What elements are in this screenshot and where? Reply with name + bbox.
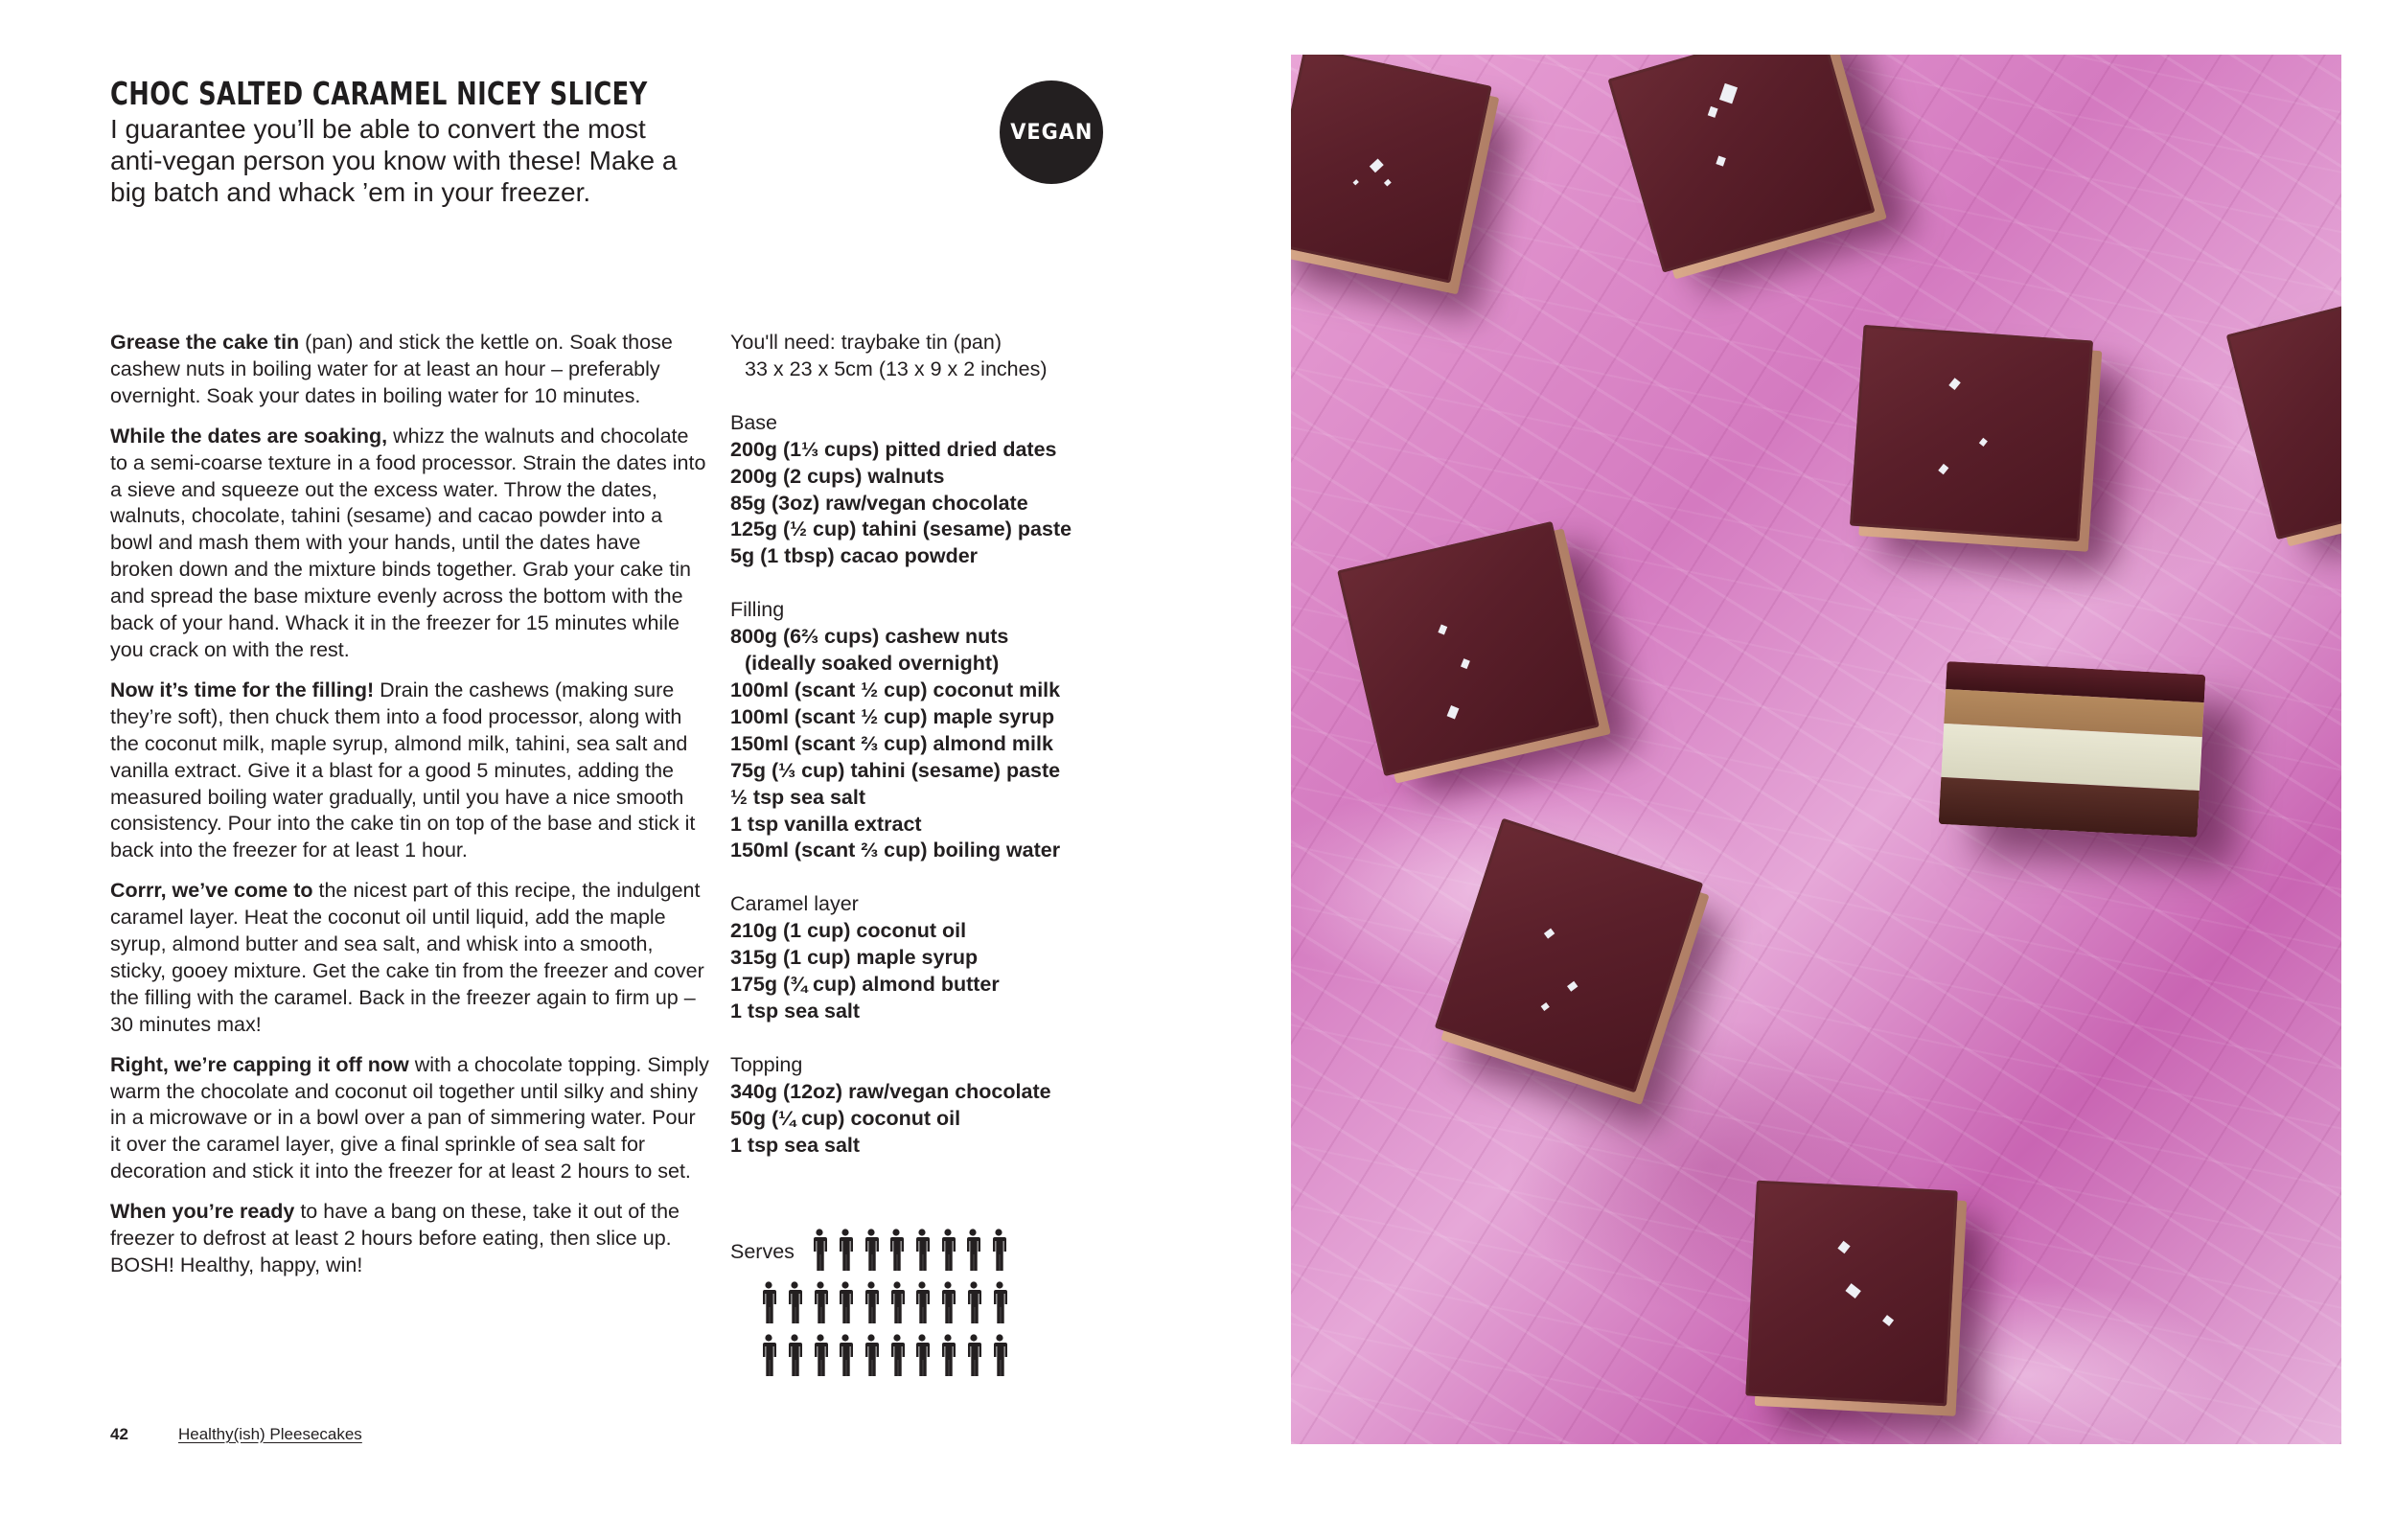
person-icon: [934, 1229, 960, 1273]
section-running-head: Healthy(ish) Pleesecakes: [178, 1425, 362, 1443]
ingredient-item: 150ml (scant ⅔ cup) almond milk: [730, 731, 1053, 755]
person-icon: [807, 1229, 833, 1273]
method-step-text: to have a bang on these, take it out of the freezer to defrost at least 2 hours before eating, then slice up. BOSH! Healthy, happy, win!: [110, 1200, 680, 1276]
method-step-lead: While the dates are soaking,: [110, 424, 388, 448]
person-icon: [756, 1281, 782, 1325]
ingredient-item: 1 tsp sea salt: [730, 999, 861, 1023]
ingredient-item-note: (ideally soaked overnight): [745, 652, 1000, 676]
person-icon: [986, 1281, 1012, 1325]
ingredient-item: 800g (6⅔ cups) cashew nuts: [730, 625, 1009, 649]
person-icon: [961, 1334, 987, 1378]
ingredient-item: 5g (1 tbsp) cacao powder: [730, 544, 979, 568]
cut-slice-image: [1939, 661, 2206, 838]
method-step-text: the nicest part of this recipe, the indulgent caramel layer. Heat the coconut oil until liquid, add the maple syrup, almond butter and sea salt, and whisk into a smooth, sticky, gooey mixture. Get the cake tin from the freezer and cover the filling with the caramel. Back in the freezer again to firm up – 30 minutes max!: [110, 879, 704, 1036]
method-step-text: whizz the walnuts and chocolate to a semi-coarse texture in a food processor. Strain the dates into a sieve and squeeze out the excess water. Throw the dates, walnuts, chocolate, tahini (sesame) and cacao powder into a bowl and mash them with your hands, until the dates have broken down and the mixture binds together. Grab your cake tin and spread the base mixture evenly across the bottom with the back of your hand. Whack it in the freezer for 15 minutes while you crack on with the rest.: [110, 424, 706, 661]
person-icon: [756, 1334, 782, 1378]
person-icon: [858, 1229, 884, 1273]
method-step-lead: Corrr, we’ve come to: [110, 879, 313, 903]
recipe-photo: [1291, 55, 2341, 1444]
ingredient-item: 50g (¼ cup) coconut oil: [730, 1106, 961, 1130]
ingredient-item: 85g (3oz) raw/vegan chocolate: [730, 491, 1028, 515]
method-step: [110, 1199, 709, 1279]
method-step: [110, 1052, 709, 1186]
ingredient-item: ½ tsp sea salt: [730, 785, 866, 809]
ingredient-group-filling: [730, 597, 1133, 864]
ingredient-item: 175g (¾ cup) almond butter: [730, 973, 1000, 997]
person-icon: [833, 1281, 859, 1325]
method-step-text: (pan) and stick the kettle on. Soak those cashew nuts in boiling water for at least an hour – preferably overnight. Soak your dates in boiling water for 10 minutes.: [110, 331, 673, 407]
vegan-badge: [1000, 80, 1103, 184]
person-icon-row: [756, 1281, 1012, 1325]
person-icon: [960, 1229, 986, 1273]
ingredient-group-base: [730, 410, 1133, 570]
person-icon: [986, 1334, 1012, 1378]
intro-line: big batch and whack ’em in your freezer.: [110, 177, 591, 207]
vegan-badge-label: VEGAN: [1009, 120, 1094, 145]
equipment-label: You'll need: traybake tin (pan): [730, 331, 1002, 354]
ingredient-item: 200g (2 cups) walnuts: [730, 464, 945, 488]
ingredients-column: [730, 330, 1133, 1159]
method-step: [110, 678, 709, 864]
ingredient-item: 75g (⅓ cup) tahini (sesame) paste: [730, 758, 1061, 782]
person-icon-row: [756, 1334, 1012, 1378]
person-icon: [910, 1334, 935, 1378]
method-step-lead: When you’re ready: [110, 1200, 295, 1224]
ingredient-group-topping: [730, 1052, 1133, 1160]
ingredient-item: 100ml (scant ½ cup) maple syrup: [730, 704, 1055, 728]
ingredient-item: 1 tsp vanilla extract: [730, 812, 922, 836]
recipe-intro: [110, 113, 781, 208]
person-icon: [859, 1281, 885, 1325]
person-icon: [782, 1334, 808, 1378]
slice-image: [1850, 325, 2093, 541]
person-icon: [986, 1229, 1012, 1273]
person-icon: [807, 1281, 833, 1325]
person-icon: [910, 1229, 935, 1273]
person-icon: [833, 1334, 859, 1378]
intro-line: anti-vegan person you know with these! Make a: [110, 146, 678, 175]
ingredient-item: 1 tsp sea salt: [730, 1133, 861, 1157]
recipe-title: CHOC SALTED CARAMEL NICEY SLICEY: [110, 75, 648, 112]
ingredient-item: 210g (1 cup) coconut oil: [730, 919, 967, 943]
person-icon: [807, 1334, 833, 1378]
person-icon-row: [807, 1229, 1012, 1273]
person-icon: [884, 1229, 910, 1273]
method-step-lead: Grease the cake tin: [110, 331, 300, 354]
serves-label: Serves: [730, 1240, 795, 1263]
method-step-lead: Right, we’re capping it off now: [110, 1052, 409, 1076]
slice-image: [1291, 55, 1492, 283]
ingredient-item: 100ml (scant ½ cup) coconut milk: [730, 678, 1061, 701]
method-step-lead: Now it’s time for the filling!: [110, 678, 375, 701]
method-step-text: Drain the cashews (making sure they’re soft), then chuck them into a food processor, along with the coconut milk, maple syrup, almond milk, tahini, sea salt and vanilla extract. Give it a blast for a good 5 minutes, adding the measured boiling water gradually, until you have a nice smooth consistency. Pour into the cake tin on top of the base and stick it back into the freezer for at least 1 hour.: [110, 678, 696, 862]
person-icon: [884, 1281, 910, 1325]
page-number: 42: [110, 1425, 128, 1443]
person-icon: [859, 1334, 885, 1378]
method-step: [110, 424, 709, 664]
equipment-size: 33 x 23 x 5cm (13 x 9 x 2 inches): [745, 356, 1048, 380]
equipment: [730, 330, 1133, 383]
slice-image: [1745, 1181, 1957, 1407]
method-step-text: with a chocolate topping. Simply warm the chocolate and coconut oil together until silky and shiny in a microwave or in a bowl over a pan of simmering water. Pour it over the caramel layer, give a final sprinkle of sea salt for decoration and stick it into the freezer for at least 2 hours to set.: [110, 1052, 709, 1184]
person-icon: [833, 1229, 859, 1273]
ingredient-group-caramel: [730, 891, 1133, 1025]
person-icon: [961, 1281, 987, 1325]
person-icon: [935, 1281, 961, 1325]
ingredient-group-heading: Topping: [730, 1052, 803, 1076]
person-icon: [935, 1334, 961, 1378]
method-column: [110, 330, 709, 1293]
ingredient-group-heading: Filling: [730, 598, 785, 622]
intro-line: I guarantee you’ll be able to convert the most: [110, 114, 646, 144]
ingredient-item: 315g (1 cup) maple syrup: [730, 946, 979, 970]
person-icon: [884, 1334, 910, 1378]
ingredient-group-heading: Caramel layer: [730, 892, 859, 916]
ingredient-item: 150ml (scant ⅔ cup) boiling water: [730, 839, 1061, 862]
ingredient-item: 200g (1⅓ cups) pitted dried dates: [730, 437, 1057, 461]
person-icon: [910, 1281, 935, 1325]
method-step: [110, 330, 709, 410]
ingredient-item: 340g (12oz) raw/vegan chocolate: [730, 1079, 1051, 1103]
ingredient-group-heading: Base: [730, 410, 778, 434]
method-step: [110, 878, 709, 1038]
ingredient-item: 125g (½ cup) tahini (sesame) paste: [730, 517, 1072, 541]
person-icon: [782, 1281, 808, 1325]
